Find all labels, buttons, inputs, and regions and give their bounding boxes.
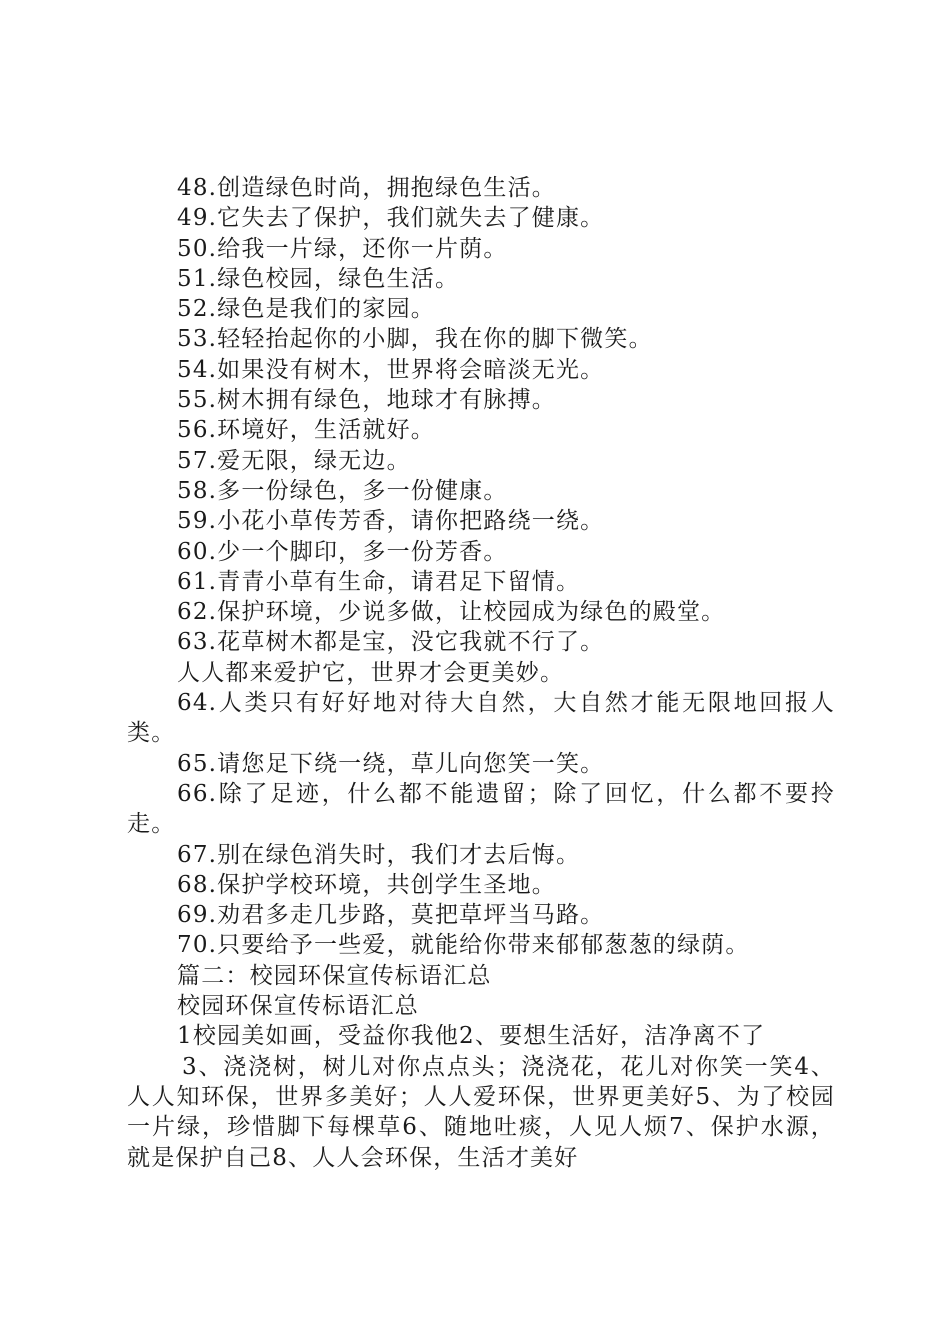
slogan-67: 67.别在绿色消失时，我们才去后悔。 — [177, 841, 581, 868]
slogan-49: 49.它失去了保护，我们就失去了健康。 — [177, 205, 605, 232]
slogan-60: 60.少一个脚印，多一份芳香。 — [177, 538, 508, 565]
slogan-63: 63.花草树木都是宝，没它我就不行了。 — [177, 629, 605, 656]
slogan-51: 51.绿色校园，绿色生活。 — [177, 265, 460, 292]
slogan-62: 62.保护环境，少说多做，让校园成为绿色的殿堂。 — [177, 599, 726, 626]
slogan-53: 53.轻轻抬起你的小脚，我在你的脚下微笑。 — [177, 326, 653, 353]
slogan-64: 64.人类只有好好地对待大自然，大自然才能无限地回报人类。 — [127, 690, 835, 747]
slogan-50: 50.给我一片绿，还你一片荫。 — [177, 235, 508, 262]
slogan-list-3-8: 3、浇浇树，树儿对你点点头；浇浇花，花儿对你笑一笑4、人人知环保，世界多美好；人人爱环保，世界更美好5、为了校园一片绿，珍惜脚下每棵草6、随地吐痰，人见人烦7、保护水源，就是保护自己8、人人会环保，生活才美好 — [127, 1053, 835, 1171]
slogan-list-1-2: 1校园美如画，受益你我他2、要想生活好，洁净离不了 — [177, 1023, 766, 1050]
slogan-52: 52.绿色是我们的家园。 — [177, 296, 435, 323]
section-heading: 篇二：校园环保宣传标语汇总 — [177, 962, 492, 989]
slogan-65: 65.请您足下绕一绕，草儿向您笑一笑。 — [177, 750, 605, 777]
slogan-57: 57.爱无限，绿无边。 — [177, 447, 411, 474]
slogan-68: 68.保护学校环境，共创学生圣地。 — [177, 871, 556, 898]
slogan-69: 69.劝君多走几步路，莫把草坪当马路。 — [177, 902, 605, 929]
slogan-58: 58.多一份绿色，多一份健康。 — [177, 477, 508, 504]
slogan-63-continued: 人人都来爱护它，世界才会更美妙。 — [177, 659, 565, 686]
slogan-70: 70.只要给予一些爱，就能给你带来郁郁葱葱的绿荫。 — [177, 932, 750, 959]
slogan-66: 66.除了足迹，什么都不能遗留；除了回忆，什么都不要拎走。 — [127, 780, 835, 838]
slogan-61: 61.青青小草有生命，请君足下留情。 — [177, 568, 581, 595]
section-subheading: 校园环保宣传标语汇总 — [177, 993, 419, 1020]
slogan-55: 55.树木拥有绿色，地球才有脉搏。 — [177, 387, 556, 414]
slogan-48: 48.创造绿色时尚，拥抱绿色生活。 — [177, 175, 556, 201]
document-body — [127, 173, 835, 1173]
slogan-54: 54.如果没有树木，世界将会暗淡无光。 — [177, 356, 605, 383]
slogan-59: 59.小花小草传芳香，请你把路绕一绕。 — [177, 508, 605, 535]
slogan-56: 56.环境好，生活就好。 — [177, 417, 435, 444]
